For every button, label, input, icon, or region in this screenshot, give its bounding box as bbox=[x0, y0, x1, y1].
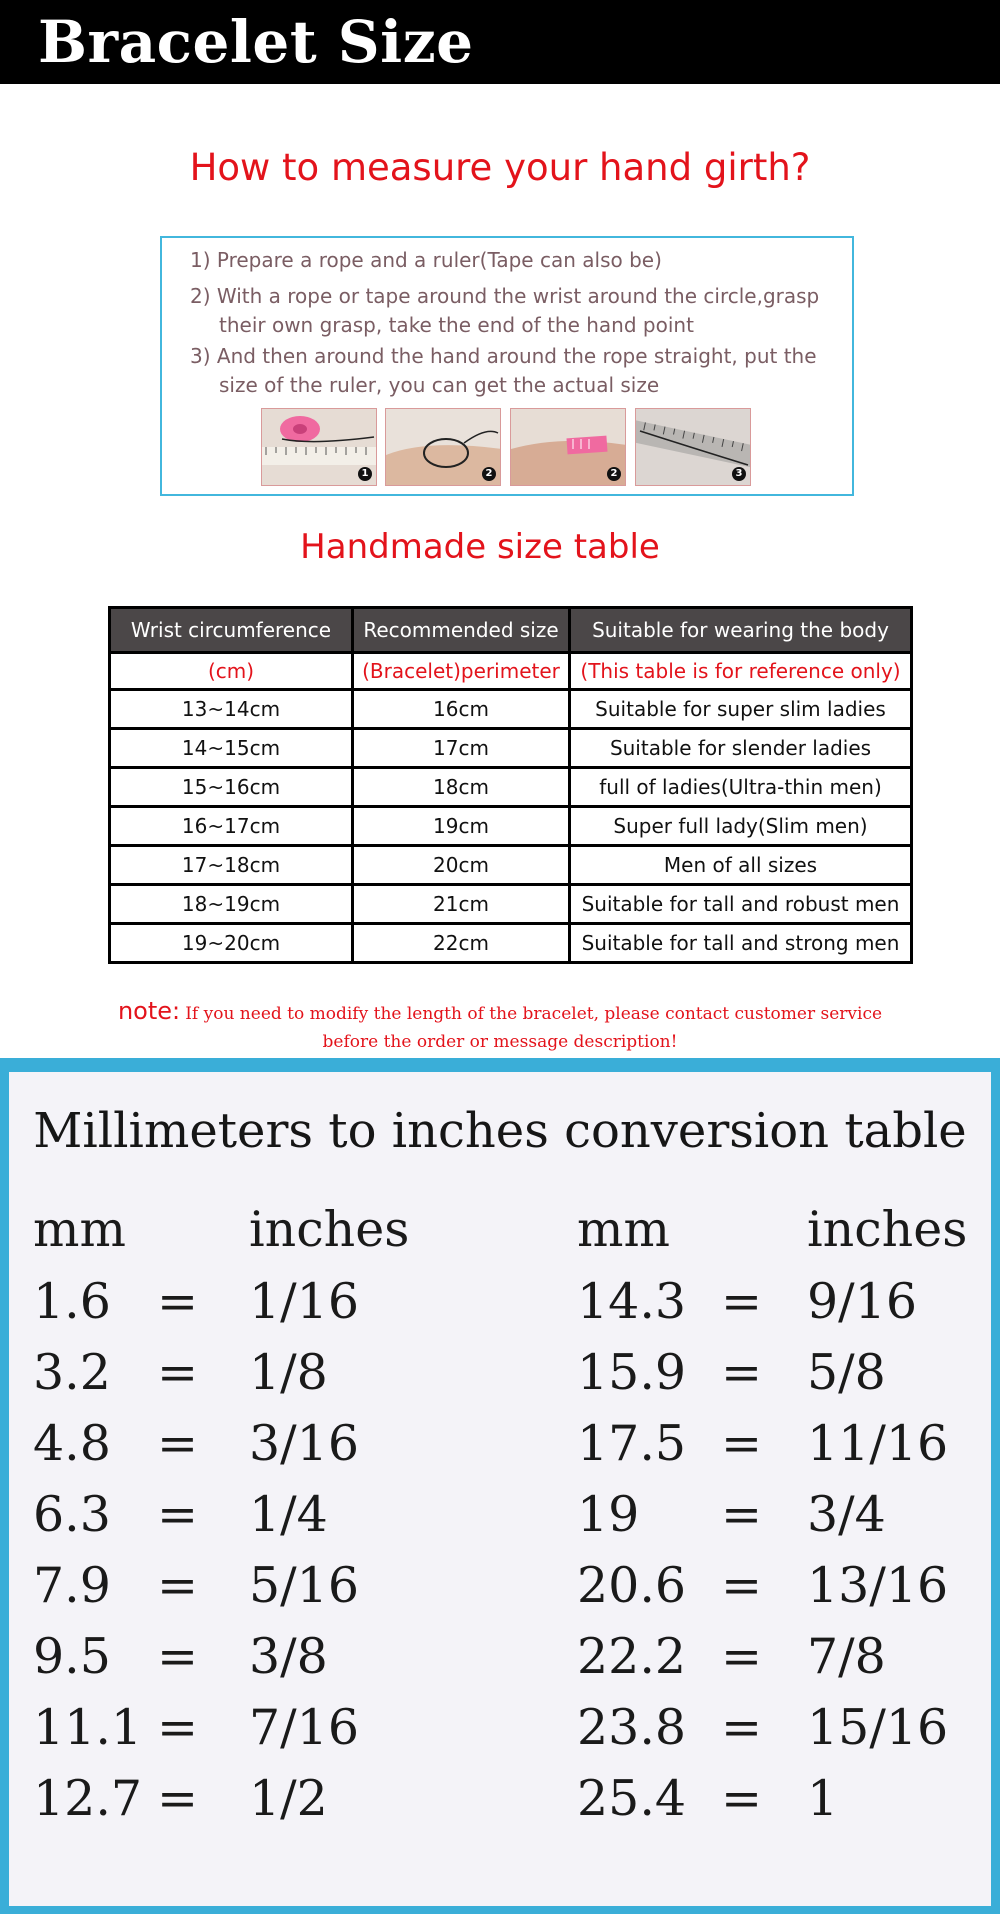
note-label: note: bbox=[117, 997, 181, 1025]
size-cell: 20cm bbox=[353, 846, 570, 885]
wrist-cell: 15~16cm bbox=[110, 768, 353, 807]
equals-sign: = bbox=[157, 1699, 199, 1756]
inch-value: 3/16 bbox=[249, 1415, 360, 1472]
mm-column-header: mm bbox=[33, 1201, 126, 1258]
inch-value: 7/8 bbox=[807, 1628, 886, 1685]
note-text: If you need to modify the length of the bracelet, please contact customer service before the order or message description! bbox=[185, 1004, 883, 1052]
photo-number: 3 bbox=[732, 467, 746, 481]
mm-value: 7.9 bbox=[33, 1557, 111, 1614]
table-row bbox=[110, 807, 912, 846]
size-cell: 21cm bbox=[353, 885, 570, 924]
size-table bbox=[108, 606, 913, 964]
mm-value: 4.8 bbox=[33, 1415, 111, 1472]
mm-value: 20.6 bbox=[577, 1557, 687, 1614]
wrist-cell: 19~20cm bbox=[110, 924, 353, 963]
unit-label: (Bracelet)perimeter bbox=[353, 653, 570, 690]
step-1-text: 1) Prepare a rope and a ruler(Tape can also be) bbox=[190, 248, 662, 272]
mm-value: 11.1 bbox=[33, 1699, 143, 1756]
table-row bbox=[110, 768, 912, 807]
equals-sign: = bbox=[721, 1557, 763, 1614]
equals-sign: = bbox=[157, 1415, 199, 1472]
table-row bbox=[110, 729, 912, 768]
step-2 bbox=[190, 282, 819, 340]
table-header-row bbox=[110, 608, 912, 653]
mm-value: 9.5 bbox=[33, 1628, 111, 1685]
table-row bbox=[110, 885, 912, 924]
wrist-cell: 18~19cm bbox=[110, 885, 353, 924]
photo-ruler-cord bbox=[635, 408, 751, 486]
photo-wrist-cord bbox=[385, 408, 501, 486]
photo-number: 2 bbox=[607, 467, 621, 481]
wrist-cell: 14~15cm bbox=[110, 729, 353, 768]
mm-value: 22.2 bbox=[577, 1628, 687, 1685]
conversion-panel bbox=[0, 1058, 1000, 1914]
column-header: Wrist circumference bbox=[110, 608, 353, 653]
step-2-line1: 2) With a rope or tape around the wrist around the circle,grasp bbox=[190, 284, 820, 308]
size-cell: 18cm bbox=[353, 768, 570, 807]
note bbox=[100, 998, 900, 1056]
mm-value: 14.3 bbox=[577, 1273, 687, 1330]
column-header: Recommended size bbox=[353, 608, 570, 653]
fit-cell: Suitable for tall and strong men bbox=[570, 924, 912, 963]
wrist-cell: 13~14cm bbox=[110, 690, 353, 729]
table-subheader-row bbox=[110, 653, 912, 690]
mm-value: 6.3 bbox=[33, 1486, 111, 1543]
equals-sign: = bbox=[157, 1486, 199, 1543]
inch-value: 5/16 bbox=[249, 1557, 360, 1614]
column-header: Suitable for wearing the body bbox=[570, 608, 912, 653]
inch-value: 5/8 bbox=[807, 1344, 886, 1401]
wrist-cell: 16~17cm bbox=[110, 807, 353, 846]
measure-heading: How to measure your hand girth? bbox=[189, 146, 811, 189]
equals-sign: = bbox=[157, 1628, 199, 1685]
mm-value: 17.5 bbox=[577, 1415, 687, 1472]
inch-value: 7/16 bbox=[249, 1699, 360, 1756]
equals-sign: = bbox=[721, 1486, 763, 1543]
photo-wrist-tape bbox=[510, 408, 626, 486]
equals-sign: = bbox=[721, 1699, 763, 1756]
table-row bbox=[110, 924, 912, 963]
size-cell: 22cm bbox=[353, 924, 570, 963]
fit-cell: Super full lady(Slim men) bbox=[570, 807, 912, 846]
fit-cell: Suitable for super slim ladies bbox=[570, 690, 912, 729]
fit-cell: Suitable for tall and robust men bbox=[570, 885, 912, 924]
equals-sign: = bbox=[157, 1344, 199, 1401]
table-row bbox=[110, 690, 912, 729]
mm-column-header: mm bbox=[577, 1201, 670, 1258]
size-cell: 16cm bbox=[353, 690, 570, 729]
photo-number: 2 bbox=[482, 467, 496, 481]
conversion-title: Millimeters to inches conversion table bbox=[33, 1103, 967, 1159]
mm-value: 12.7 bbox=[33, 1770, 143, 1827]
equals-sign: = bbox=[721, 1770, 763, 1827]
inch-value: 13/16 bbox=[807, 1557, 949, 1614]
mm-value: 19 bbox=[577, 1486, 640, 1543]
size-cell: 17cm bbox=[353, 729, 570, 768]
step-3-line1: 3) And then around the hand around the rope straight, put the bbox=[190, 344, 817, 368]
unit-label: (cm) bbox=[110, 653, 353, 690]
mm-value: 15.9 bbox=[577, 1344, 687, 1401]
inch-value: 1/2 bbox=[249, 1770, 328, 1827]
inches-column-header: inches bbox=[807, 1201, 968, 1258]
inch-value: 3/4 bbox=[807, 1486, 886, 1543]
inch-value: 1/8 bbox=[249, 1344, 328, 1401]
inch-value: 1/16 bbox=[249, 1273, 360, 1330]
inch-value: 1/4 bbox=[249, 1486, 328, 1543]
inch-value: 11/16 bbox=[807, 1415, 949, 1472]
inch-value: 9/16 bbox=[807, 1273, 918, 1330]
mm-value: 3.2 bbox=[33, 1344, 111, 1401]
header-bar bbox=[0, 0, 1000, 84]
equals-sign: = bbox=[721, 1628, 763, 1685]
mm-value: 25.4 bbox=[577, 1770, 687, 1827]
inch-value: 15/16 bbox=[807, 1699, 949, 1756]
mm-value: 1.6 bbox=[33, 1273, 111, 1330]
mm-value: 23.8 bbox=[577, 1699, 687, 1756]
inches-column-header: inches bbox=[249, 1201, 410, 1258]
photo-tape-measure bbox=[261, 408, 377, 486]
equals-sign: = bbox=[157, 1770, 199, 1827]
conversion-card bbox=[9, 1072, 991, 1906]
step-2-line2: their own grasp, take the end of the hand point bbox=[219, 313, 694, 337]
fit-cell: full of ladies(Ultra-thin men) bbox=[570, 768, 912, 807]
step-3 bbox=[190, 342, 817, 400]
wrist-cell: 17~18cm bbox=[110, 846, 353, 885]
photo-number: 1 bbox=[358, 467, 372, 481]
page-title: Bracelet Size bbox=[38, 8, 474, 76]
fit-cell: Men of all sizes bbox=[570, 846, 912, 885]
equals-sign: = bbox=[721, 1273, 763, 1330]
fit-cell: Suitable for slender ladies bbox=[570, 729, 912, 768]
equals-sign: = bbox=[721, 1344, 763, 1401]
equals-sign: = bbox=[157, 1273, 199, 1330]
equals-sign: = bbox=[157, 1557, 199, 1614]
reference-note: (This table is for reference only) bbox=[570, 653, 912, 690]
instruction-box bbox=[160, 236, 854, 496]
inch-value: 1 bbox=[807, 1770, 839, 1827]
size-table-heading: Handmade size table bbox=[300, 527, 660, 567]
step-1 bbox=[190, 246, 662, 275]
table-row bbox=[110, 846, 912, 885]
size-cell: 19cm bbox=[353, 807, 570, 846]
equals-sign: = bbox=[721, 1415, 763, 1472]
inch-value: 3/8 bbox=[249, 1628, 328, 1685]
step-3-line2: size of the ruler, you can get the actual size bbox=[219, 373, 660, 397]
